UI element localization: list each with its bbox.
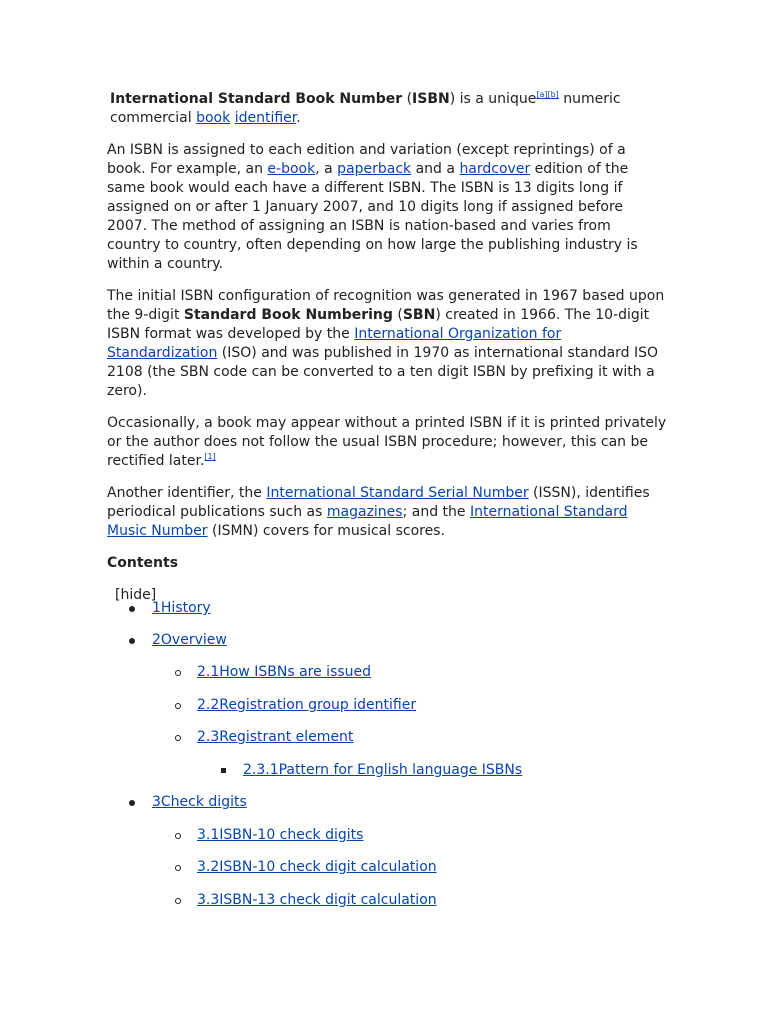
circle-marker <box>175 670 181 676</box>
intro-paragraph: International Standard Book Number (ISBN) is a unique[a][b] numeric commercial book identifier. <box>110 90 621 126</box>
toc-item-overview[interactable]: 2Overview <box>152 632 227 648</box>
toc-item-registrant-element[interactable]: 2.3Registrant element <box>197 729 354 745</box>
toc-item-registration-group[interactable]: 2.2Registration group identifier <box>197 697 417 713</box>
bullet-marker <box>129 606 135 612</box>
identifiers-paragraph: Another identifier, the International Standard Serial Number (ISSN), identifies periodical publications such as magazines; and the International Standard Music Number (ISMN) covers for musical scores. <box>107 485 650 539</box>
square-marker <box>221 768 226 773</box>
footnote-ref-1[interactable]: [1] <box>204 452 216 461</box>
toc-item-isbn13-calculation[interactable]: 3.3ISBN-13 check digit calculation <box>197 892 437 908</box>
circle-marker <box>175 865 181 871</box>
bullet-marker <box>129 800 135 806</box>
circle-marker <box>175 735 181 741</box>
edition-paragraph: An ISBN is assigned to each edition and variation (except reprintings) of a book. For example, an e-book, a paperback and a hardcover edition of the same book would each have a different ISBN. The ISBN is 13 digits long if assigned on or after 1 January 2007, and 10 digits long if assigned before 2007. The method of assigning an ISBN is nation-based and varies from country to country, often depending on how large the publishing industry is within a country. <box>107 142 638 272</box>
toc-item-how-isbns-issued[interactable]: 2.1How ISBNs are issued <box>197 664 372 680</box>
link-issn[interactable]: International Standard Serial Number <box>266 485 529 501</box>
toc-hide-toggle[interactable]: [hide] <box>115 587 157 603</box>
contents-heading: Contents <box>107 555 179 571</box>
bullet-marker <box>129 638 135 644</box>
link-paperback[interactable]: paperback <box>337 161 412 177</box>
link-ebook[interactable]: e-book <box>267 161 316 177</box>
article-body <box>107 90 667 605</box>
printing-paragraph: Occasionally, a book may appear without a printed ISBN if it is printed privately or the author does not follow the usual ISBN procedure; however, this can be rectified later.[1] <box>107 415 667 469</box>
isbn-term: International Standard Book Number <box>110 91 403 107</box>
isbn-abbr: ISBN <box>412 91 450 107</box>
link-identifier[interactable]: identifier <box>234 110 297 126</box>
toc-item-english-pattern[interactable]: 2.3.1Pattern for English language ISBNs <box>243 762 523 778</box>
link-hardcover[interactable]: hardcover <box>459 161 531 177</box>
circle-marker <box>175 898 181 904</box>
circle-marker <box>175 833 181 839</box>
toc-item-isbn10-check-digits[interactable]: 3.1ISBN-10 check digits <box>197 827 364 843</box>
footnote-ref-a[interactable]: [a][b] <box>536 90 559 99</box>
link-iso[interactable]: International Organization for Standardization <box>107 326 562 361</box>
toc-item-isbn10-calculation[interactable]: 3.2ISBN-10 check digit calculation <box>197 859 437 875</box>
link-magazines[interactable]: magazines <box>326 504 403 520</box>
toc-item-check-digits[interactable]: 3Check digits <box>152 794 247 810</box>
history-paragraph: The initial ISBN configuration of recognition was generated in 1967 based upon the 9-digit Standard Book Numbering (SBN) created in 1966. The 10-digit ISBN format was developed by the International Organization for Standardization (ISO) and was published in 1970 as international standard ISO 2108 (the SBN code can be converted to a ten digit ISBN by prefixing it with a zero). <box>107 288 665 399</box>
link-book[interactable]: book <box>196 110 231 126</box>
toc-item-history[interactable]: 1History <box>152 600 211 616</box>
circle-marker <box>175 703 181 709</box>
link-ismn[interactable]: International Standard Music Number <box>107 504 628 539</box>
